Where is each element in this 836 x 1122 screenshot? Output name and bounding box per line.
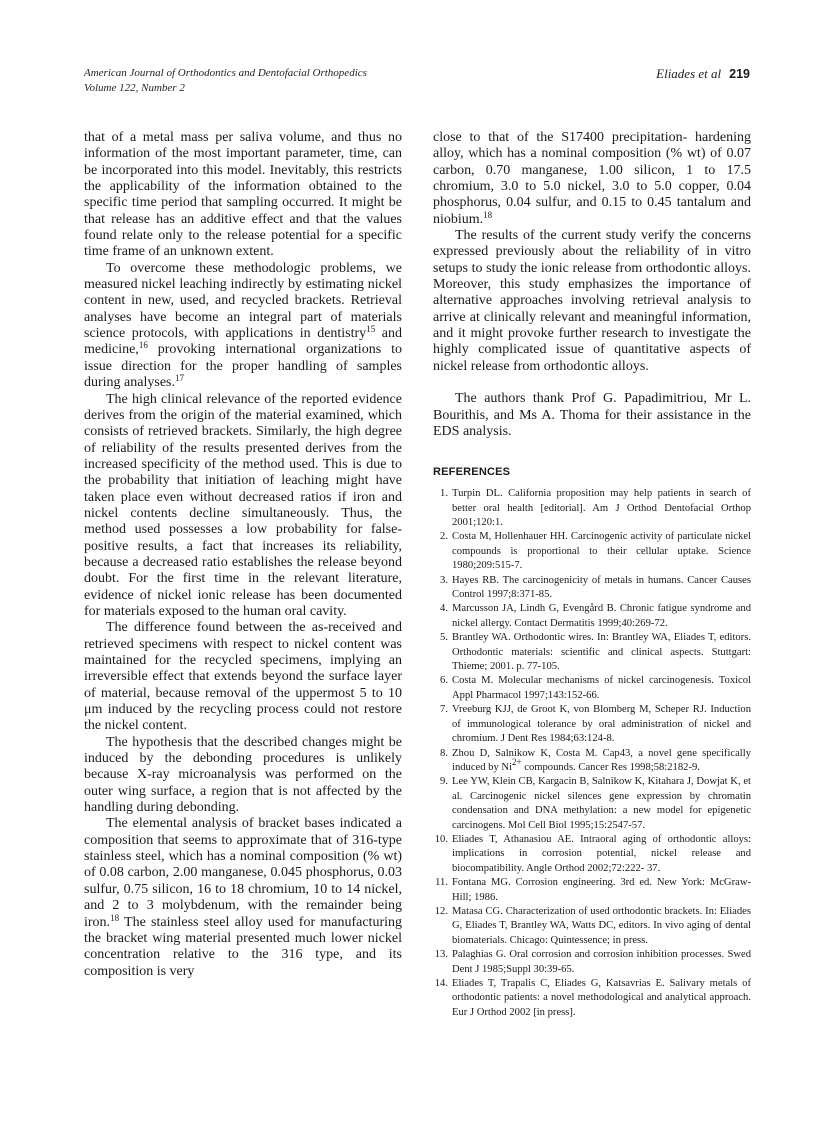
reference-number: 12.	[434, 905, 448, 917]
reference-item	[433, 948, 751, 977]
reference-text: Costa M, Hollenhauer HH. Carcinogenic activity of particulate nickel compounds is proportional to their cellular uptake. Science 1980;209:515-7.	[452, 531, 751, 572]
reference-text: Palaghias G. Oral corrosion and corrosion inhibition processes. Swed Dent J 1985;Suppl 30:39-65.	[452, 949, 751, 975]
left-column	[84, 130, 402, 980]
journal-title: American Journal of Orthodontics and Dentofacial Orthopedics	[84, 67, 367, 79]
reference-number: 2.	[440, 531, 448, 543]
reference-item	[433, 631, 751, 674]
reference-text: Marcusson JA, Lindh G, Evengård B. Chronic fatigue syndrome and nickel allergy. Contact Dermatitis 1999;40:269-72.	[452, 603, 751, 629]
references-heading: REFERENCES	[433, 466, 511, 479]
body-paragraph: close to that of the S17400 precipitation- hardening alloy, which has a nominal composition (% wt) of 0.07 carbon, 0.70 manganese, 1.00 silicon, 1 to 17.5 chromium, 3.0 to 5.0 nickel, 3.0 to 5.0 copper, 0.04 phosphorus, 0.04 sulfur, and 0.15 to 0.45 tantalum and niobium.$^{18}$	[433, 130, 751, 227]
reference-item	[433, 905, 751, 948]
reference-item	[433, 876, 751, 905]
reference-number: 11.	[435, 877, 448, 889]
reference-number: 10.	[434, 833, 448, 845]
body-paragraph: The elemental analysis of bracket bases indicated a composition that seems to approximate that of 316-type stainless steel, which has a nominal composition (% wt) of 0.08 carbon, 2.00 manganese, 0.045 phosphorus, 0.03 sulfur, 0.75 silicon, 16 to 18 chromium, 10 to 14 nickel, and 2 to 3 molybdenum, with the remainder being iron.$^{18}$ The stainless steel alloy used for manufacturing the bracket wing material presented much lower nickel concentration relative to the 316 type, and its composition is very	[84, 816, 402, 979]
body-paragraph: The hypothesis that the described changes might be induced by the debonding procedures is unlikely because X-ray microanalysis was performed on the outer wing surface, a region that is not affected by the handling during debonding.	[84, 734, 402, 816]
reference-number: 5.	[440, 632, 448, 644]
body-paragraph: The high clinical relevance of the reported evidence derives from the origin of the material examined, which consists of retrieved brackets. Similarly, the high degree of reliability of the results presented derives from the increased specificity of the method used. This is due to the probability that initiation of leaching might have taken place even without decreased ratios if iron and nickel contents decline simultaneously. Thus, the method used possesses a low probability for false-positive results, a fact that increases its reliability, because a decreased ratio establishes the release beyond doubt. For the first time in the relevant literature, evidence of nickel ionic release has been documented for materials exposed to the human oral cavity.	[84, 391, 402, 619]
reference-text: Vreeburg KJJ, de Groot K, von Blomberg M, Scheper RJ. Induction of immunological tolerance by oral administration of nickel and chromium. J Dent Res 1984;63:124-8.	[452, 704, 751, 745]
reference-item	[433, 574, 751, 603]
reference-number: 1.	[440, 488, 448, 500]
reference-item	[433, 602, 751, 631]
reference-number: 6.	[440, 675, 448, 687]
reference-text: Eliades T, Trapalis C, Eliades G, Katsavrias E. Salivary metals of orthodontic patients: a novel methodological and analytical approach. Eur J Orthod 2002 [in press].	[452, 978, 751, 1018]
page-info	[656, 66, 750, 82]
body-paragraph: To overcome these methodologic problems, we measured nickel leaching indirectly by estimating nickel content in new, used, and recycled brackets. Retrieval analyses have become an integral part of materials science protocols, with applications in dentistry$^{15}$ and medicine,$^{16}$ provoking international organizations to issue direction for the proper handling of samples during analyses.$^{17}$	[84, 260, 402, 391]
reference-item	[433, 977, 751, 1020]
reference-item	[433, 703, 751, 746]
reference-item	[433, 833, 751, 876]
reference-number: 9.	[440, 776, 448, 788]
reference-text: Eliades T, Athanasiou AE. Intraoral aging of orthodontic alloys: implications in corrosion potential, nickel release and biocompatibility. Angle Orthod 2002;72:222- 37.	[452, 833, 751, 874]
body-paragraph: The difference found between the as-received and retrieved specimens with respect to nickel content was maintained for the recycled specimens, implying an irreversible effect that extends beyond the surface layer of material, because removal of the uppermost 5 to 10 μm induced by the recycling process could not restore the nickel content.	[84, 620, 402, 734]
right-column	[433, 130, 751, 1020]
reference-text: Hayes RB. The carcinogenicity of metals in humans. Cancer Causes Control 1997;8:371-85.	[452, 574, 751, 601]
reference-number: 3.	[440, 574, 448, 586]
reference-number: 14.	[434, 978, 448, 989]
reference-text: Fontana MG. Corrosion engineering. 3rd ed. New York: McGraw-Hill; 1986.	[452, 877, 751, 903]
reference-text: Turpin DL. California proposition may help patients in search of better oral health [editorial]. Am J Orthod Dentofacial Orthop 2001;120:1.	[452, 488, 751, 528]
reference-item	[433, 487, 751, 530]
page-number: 219	[729, 67, 750, 81]
reference-number: 4.	[440, 603, 448, 615]
running-authors: Eliades et al	[656, 66, 722, 81]
reference-item	[433, 530, 751, 573]
body-paragraph: The results of the current study verify the concerns expressed previously about the reliability of in vitro setups to study the ionic release from orthodontic alloys. Moreover, this study emphasizes the importance of alternative approaches involving retrieval analysis to arrive at clinically relevant and meaningful information, and it might provoke further research to investigate the highly complicated issue of quantitative aspects of nickel release from orthodontic alloys.	[433, 228, 751, 374]
references-list	[433, 487, 751, 1020]
reference-text: Zhou D, Salnikow K, Costa M. Cap43, a novel gene specifically induced by $Ni^{2+}$ compounds. Cancer Res 1998;58:2182-9.	[452, 747, 751, 773]
reference-number: 8.	[440, 747, 448, 759]
body-paragraph: that of a metal mass per saliva volume, and thus no information of the most important parameter, time, can be incorporated into this model. Inevitably, this restricts the applicability of the information obtained to the specific time period that sampling occurred. It might be that release has an additive effect and that the values found relate only to the release potential for a specific time frame of an unknown extent.	[84, 130, 402, 260]
reference-number: 13.	[434, 949, 448, 961]
volume-issue: Volume 122, Number 2	[84, 82, 185, 94]
acknowledgment: The authors thank Prof G. Papadimitriou, Mr L. Bourithis, and Ms A. Thoma for their assistance in the EDS analysis.	[433, 391, 751, 439]
reference-item	[433, 775, 751, 833]
reference-text: Costa M. Molecular mechanisms of nickel carcinogenesis. Toxicol Appl Pharmacol 1997;143:152-66.	[452, 675, 751, 701]
reference-text: Lee YW, Klein CB, Kargacin B, Salnikow K, Kitahara J, Dowjat K, et al. Carcinogenic nickel silences gene expression by chromatin condensation and DNA methylation: a new model for epigenetic carcinogens. Mol Cell Biol 1995;15:2547-57.	[452, 776, 751, 831]
journal-info	[84, 66, 367, 96]
reference-text: Brantley WA. Orthodontic wires. In: Brantley WA, Eliades T, editors. Orthodontic materials: scientific and clinical aspects. Stuttgart: Thieme; 2001. p. 77-105.	[452, 632, 751, 673]
reference-item	[433, 674, 751, 703]
reference-text: Matasa CG. Characterization of used orthodontic brackets. In: Eliades G, Eliades T, Brantley WA, Watts DC, editors. In vivo aging of dental biomaterials. Chicago: Quintessence; in press.	[452, 905, 751, 946]
reference-number: 7.	[440, 704, 448, 716]
reference-item	[433, 747, 751, 776]
